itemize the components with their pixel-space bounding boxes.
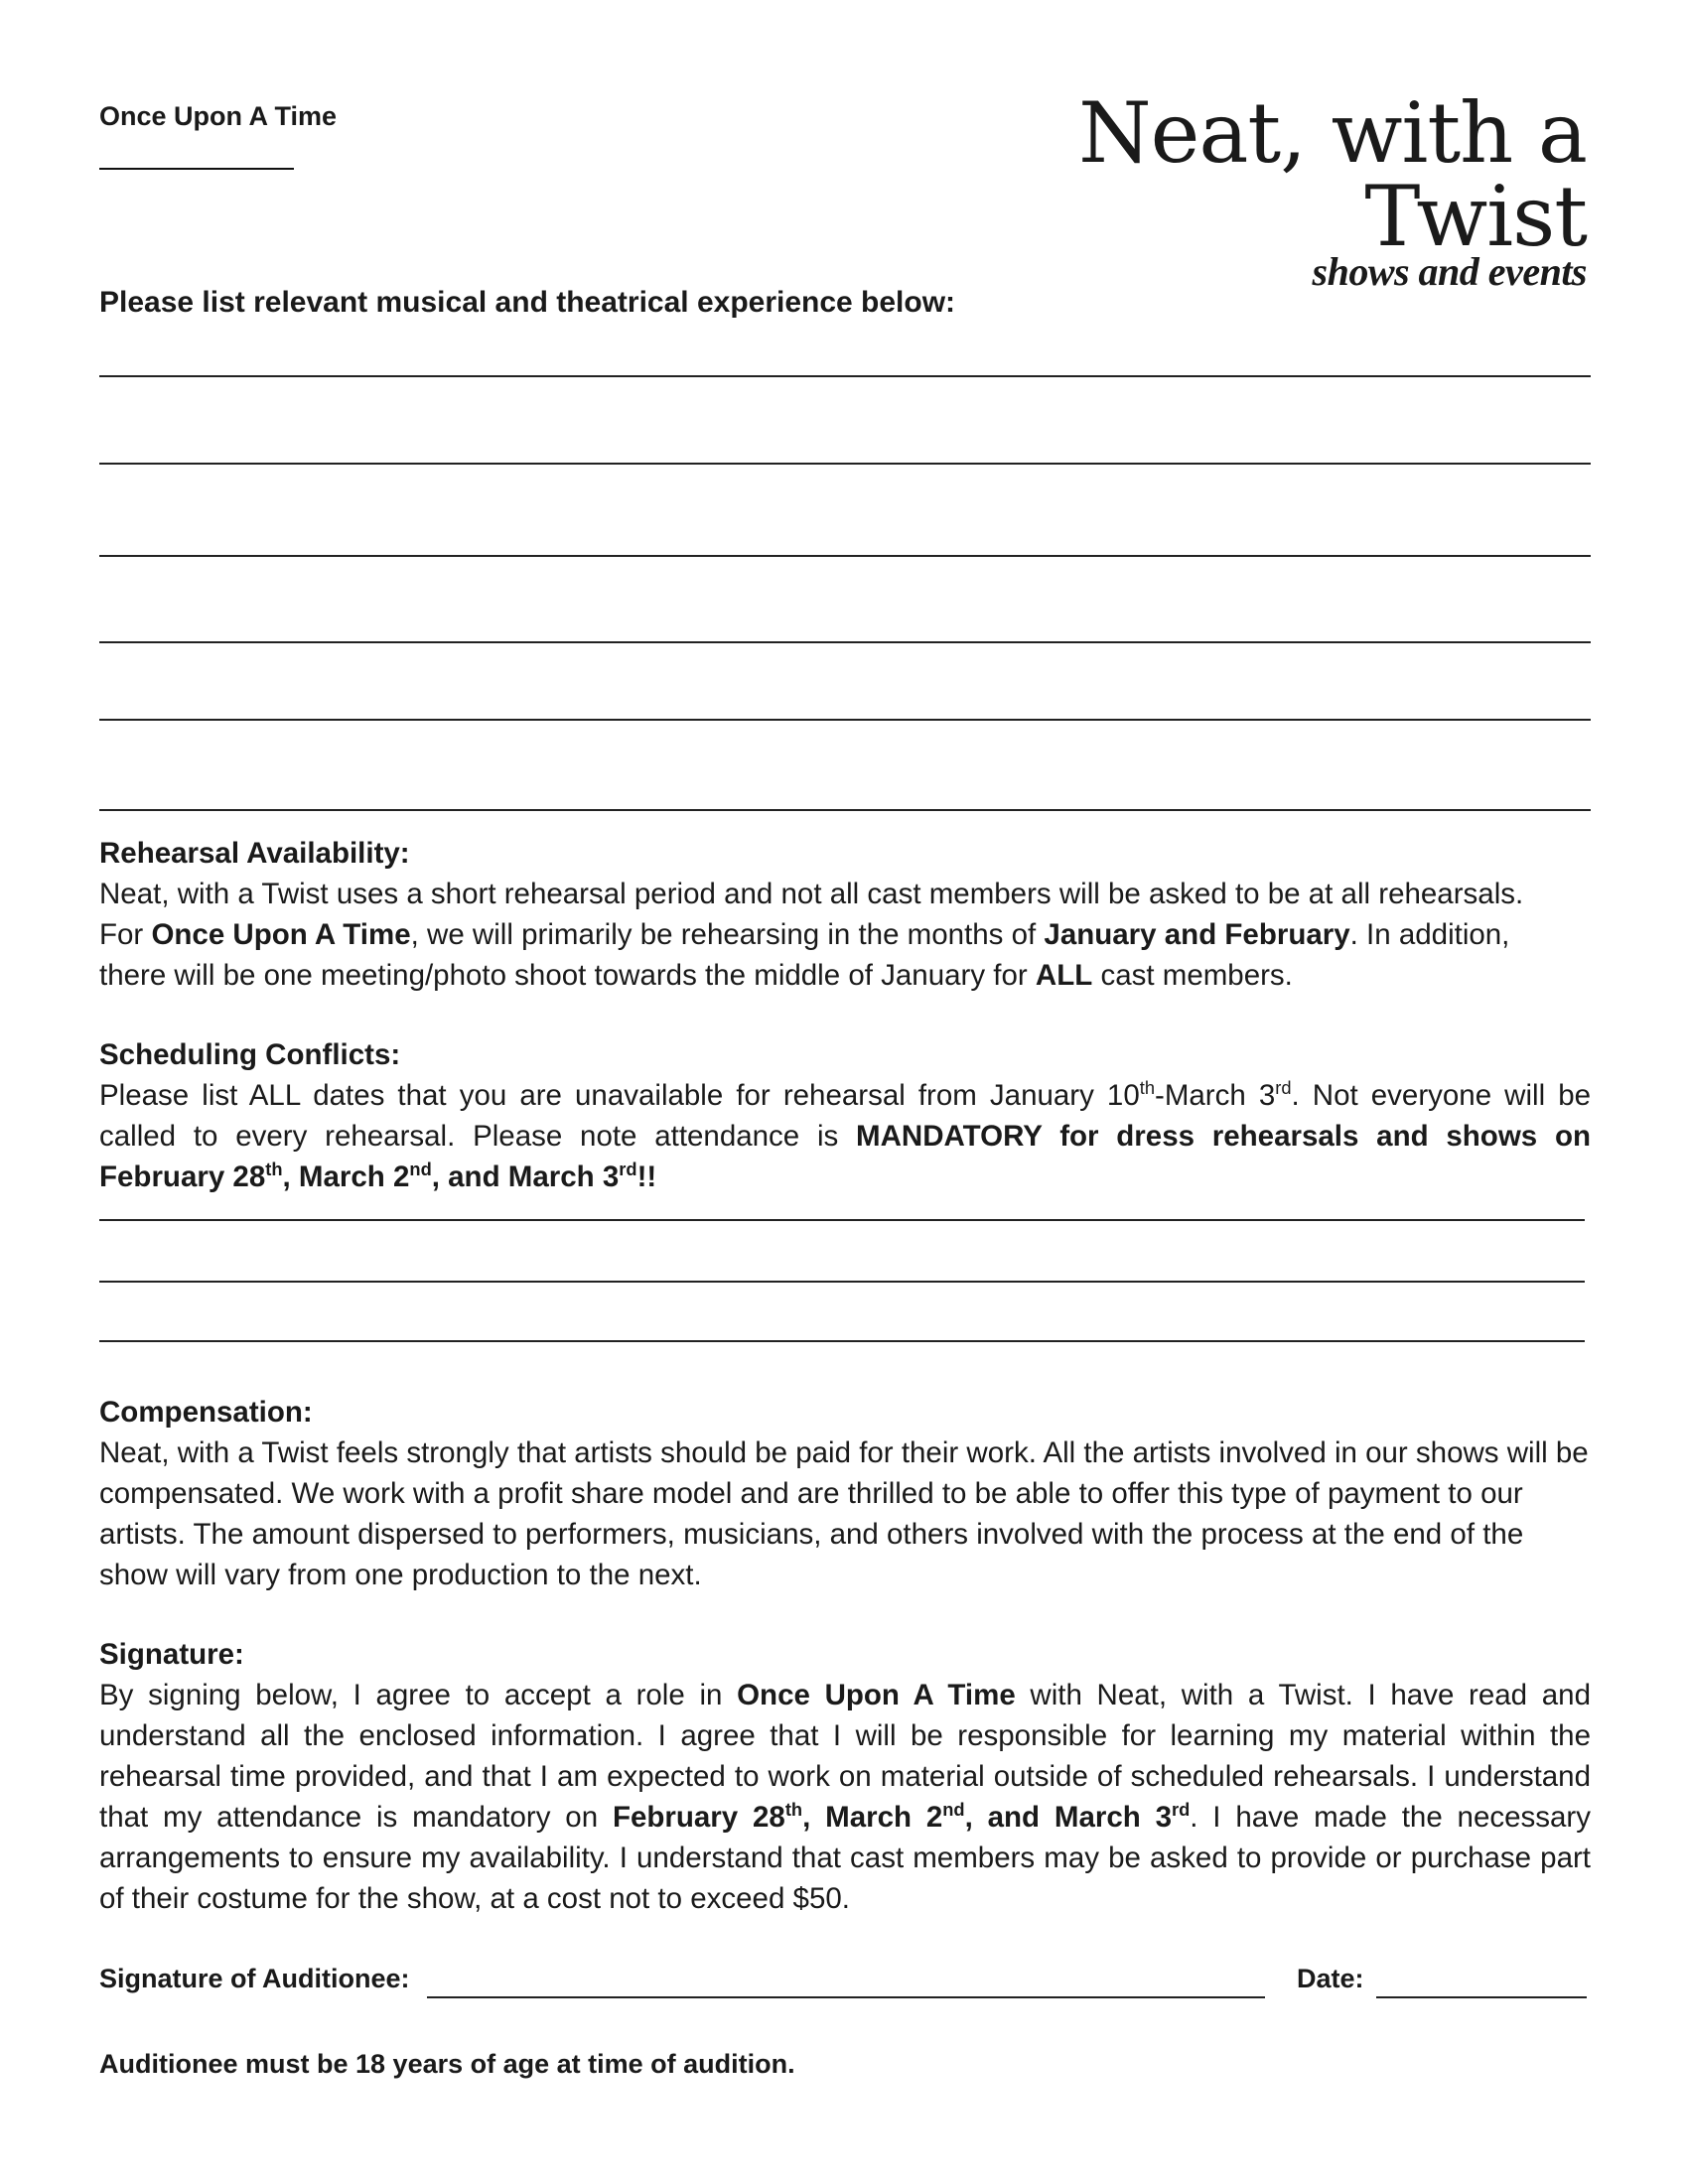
signature-section — [99, 1634, 1591, 1919]
compensation-heading: Compensation: — [99, 1396, 313, 1429]
signature-field[interactable] — [427, 1996, 1265, 1998]
experience-line-6[interactable] — [99, 809, 1591, 811]
signature-heading: Signature: — [99, 1638, 244, 1671]
conflicts-line-2[interactable] — [99, 1281, 1585, 1283]
signature-row — [99, 1964, 1591, 2003]
logo-sub-text: shows and events — [1312, 249, 1587, 294]
conflicts-heading: Scheduling Conflicts: — [99, 1038, 401, 1071]
conflicts-line-1[interactable] — [99, 1219, 1585, 1221]
experience-line-3[interactable] — [99, 555, 1591, 557]
mandatory-dates: MANDATORY for dress rehearsals and shows on February 28th, March 2nd, and March 3rd!! — [99, 1120, 1591, 1193]
experience-line-2[interactable] — [99, 463, 1591, 465]
experience-line-1[interactable] — [99, 375, 1591, 377]
date-field[interactable] — [1376, 1996, 1587, 1998]
rehearsal-section — [99, 833, 1591, 996]
experience-heading: Please list relevant musical and theatrical experience below: — [99, 286, 956, 319]
logo-main-text: Neat, with a Twist — [1078, 84, 1587, 265]
compensation-text: Neat, with a Twist feels strongly that artists should be paid for their work. All the artists involved in our shows will be compensated. We work with a profit share model and are thrilled to be able to offer this type of payment to our artists. The amount dispersed to performers, musicians, and others involved with the process at the end of the show will vary from one production to the next. — [99, 1436, 1589, 1591]
rehearsal-line-3: there will be one meeting/photo shoot towards the middle of January for ALL cast members. — [99, 959, 1293, 992]
experience-line-4[interactable] — [99, 641, 1591, 643]
experience-line-5[interactable] — [99, 719, 1591, 721]
show-title: Once Upon A Time — [99, 101, 338, 131]
compensation-section — [99, 1392, 1591, 1595]
rehearsal-line-2: For Once Upon A Time, we will primarily be rehearsing in the months of January and February. In addition, — [99, 918, 1510, 951]
conflicts-text: Please list ALL dates that you are unavailable for rehearsal from January 10th-March 3rd. Not everyone will be called to every rehearsal. Please note attendance is MANDATORY for dress rehearsals and shows on February 28th, March 2nd, and March 3rd!! — [99, 1077, 1592, 1193]
signature-label: Signature of Auditionee: — [99, 1964, 410, 1993]
rehearsal-line-1: Neat, with a Twist uses a short rehearsal period and not all cast members will be asked to be at all rehearsals. — [99, 878, 1524, 910]
age-requirement-note: Auditionee must be 18 years of age at time of audition. — [99, 2049, 795, 2079]
date-label: Date: — [1297, 1964, 1364, 1993]
rehearsal-heading: Rehearsal Availability: — [99, 837, 410, 870]
company-logo — [912, 84, 1587, 294]
title-underline — [99, 168, 294, 170]
conflicts-section — [99, 1034, 1591, 1197]
conflicts-line-3[interactable] — [99, 1340, 1585, 1342]
signature-text: By signing below, I agree to accept a role in Once Upon A Time with Neat, with a Twist. I have read and understand all the enclosed information. I agree that I will be responsible for learning my material within the rehearsal time provided, and that I am expected to work on material outside of scheduled rehearsals. I understand that my attendance is mandatory on February 28th, March 2nd, and March 3rd. I have made the necessary arrangements to ensure my availability. I understand that cast members may be asked to provide or purchase part of their costume for the show, at a cost not to exceed $50. — [99, 1679, 1592, 1915]
